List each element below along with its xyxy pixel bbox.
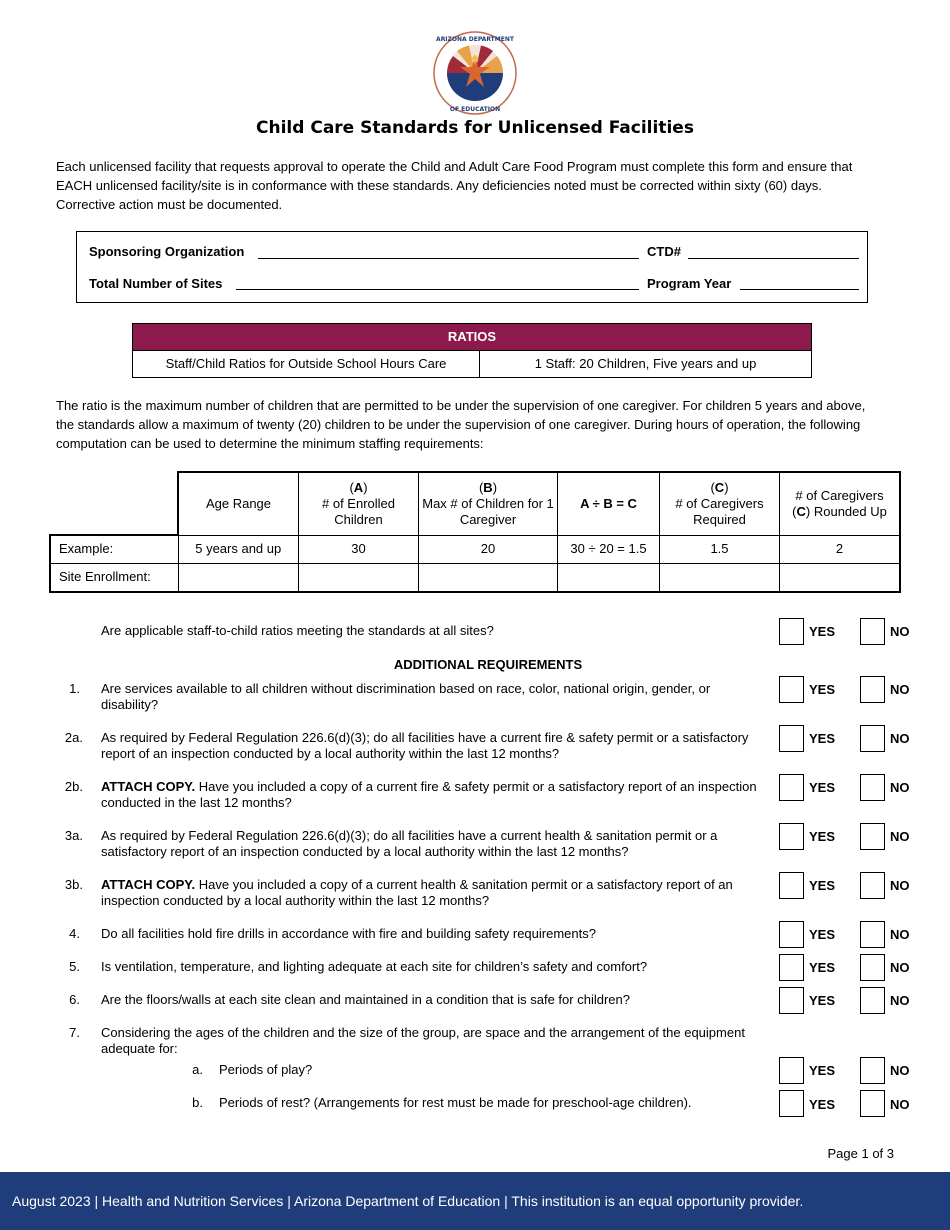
sponsor-info-box <box>76 231 868 303</box>
question-number: 3b. <box>64 877 83 892</box>
ratios-value: 1 Staff: 20 Children, Five years and up <box>534 356 757 371</box>
yes-checkbox[interactable] <box>779 676 804 703</box>
question-7b: Periods of rest? (Arrangements for rest must be made for preschool-age children). <box>219 1095 692 1110</box>
total-sites-field[interactable] <box>236 289 639 290</box>
question-number: b. <box>192 1095 203 1110</box>
question-6: Are the floors/walls at each site clean and maintained in a condition that is safe for children? <box>101 992 630 1007</box>
yes-label: YES <box>809 1097 836 1112</box>
question-number: 2a. <box>64 730 83 745</box>
svg-text:OF EDUCATION: OF EDUCATION <box>449 106 501 113</box>
no-label: NO <box>890 1063 910 1078</box>
page-title: Child Care Standards for Unlicensed Facilities <box>256 118 694 138</box>
program-year-field[interactable] <box>740 289 859 290</box>
yes-label: YES <box>809 731 836 746</box>
ratio-explanation: The ratio is the maximum number of children that are permitted to be under the supervision of one caregiver. For children 5 years and above, the standards allow a maximum of twenty (20) children to be under the supervision of one caregiver. During hours of operation, the following computation can be used to determine the minimum staffing requirements: <box>56 398 866 451</box>
question-number: a. <box>192 1062 203 1077</box>
yes-checkbox[interactable] <box>779 823 804 850</box>
no-label: NO <box>890 960 910 975</box>
question-ratios: Are applicable staff-to-child ratios meeting the standards at all sites? <box>101 623 494 638</box>
site-c-input[interactable] <box>660 563 780 592</box>
sponsoring-org-label: Sponsoring Organization <box>89 244 245 259</box>
no-checkbox[interactable] <box>860 1057 885 1084</box>
yes-label: YES <box>809 682 836 697</box>
yes-label: YES <box>809 960 836 975</box>
no-checkbox[interactable] <box>860 676 885 703</box>
no-checkbox[interactable] <box>860 774 885 801</box>
question-number: 4. <box>69 926 80 941</box>
yes-label: YES <box>809 829 836 844</box>
page-number: Page 1 of 3 <box>827 1146 894 1161</box>
question-4: Do all facilities hold fire drills in accordance with fire and building safety requirements? <box>101 926 596 941</box>
header-formula: A ÷ B = C <box>558 472 660 535</box>
no-label: NO <box>890 731 910 746</box>
header-c: (C) # of Caregivers Required <box>660 472 780 535</box>
no-checkbox[interactable] <box>860 823 885 850</box>
no-label: NO <box>890 878 910 893</box>
yes-checkbox[interactable] <box>779 872 804 899</box>
header-b: (B) Max # of Children for 1 Caregiver <box>419 472 558 535</box>
yes-checkbox[interactable] <box>779 725 804 752</box>
table-row <box>50 535 900 563</box>
question-5: Is ventilation, temperature, and lighting adequate at each site for children’s safety and comfort? <box>101 959 648 974</box>
no-checkbox[interactable] <box>860 1090 885 1117</box>
program-year-label: Program Year <box>647 276 732 291</box>
yes-checkbox[interactable] <box>779 954 804 981</box>
yes-checkbox[interactable] <box>779 618 804 645</box>
site-formula-input[interactable] <box>558 563 660 592</box>
table-row <box>50 563 900 592</box>
question-1: Are services available to all children without discrimination based on race, color, national origin, gender, or disability? <box>101 681 711 712</box>
example-a: 30 <box>299 535 419 563</box>
footer-bar <box>0 1172 950 1230</box>
yes-checkbox[interactable] <box>779 1090 804 1117</box>
yes-label: YES <box>809 927 836 942</box>
question-2a: As required by Federal Regulation 226.6(d)(3); do all facilities have a current fire & safety permit or a satisfactory report of an inspection conducted by a local authority within the last 12 months? <box>101 730 749 761</box>
yes-label: YES <box>809 993 836 1008</box>
question-3b: ATTACH COPY. Have you included a copy of a current health & sanitation permit or a satisfactory report of an inspection conducted by a local authority within the last 12 months? <box>101 877 733 908</box>
question-7: Considering the ages of the children and the size of the group, are space and the arrangement of the equipment adequate for: <box>101 1025 745 1056</box>
site-b-input[interactable] <box>419 563 558 592</box>
ctd-field[interactable] <box>688 258 859 259</box>
site-enrollment-label: Site Enrollment: <box>50 563 178 592</box>
additional-requirements-heading: ADDITIONAL REQUIREMENTS <box>393 657 583 672</box>
footer-text: August 2023 | Health and Nutrition Services | Arizona Department of Education | This institution is an equal opportunity provider. <box>12 1193 804 1209</box>
no-label: NO <box>890 624 910 639</box>
no-checkbox[interactable] <box>860 872 885 899</box>
no-label: NO <box>890 829 910 844</box>
ratios-header: RATIOS <box>133 324 811 350</box>
question-number: 7. <box>69 1025 80 1040</box>
site-age-input[interactable] <box>178 563 299 592</box>
example-rounded: 2 <box>780 535 901 563</box>
yes-label: YES <box>809 780 836 795</box>
ratios-table <box>132 323 812 378</box>
ratios-label: Staff/Child Ratios for Outside School Hours Care <box>133 351 480 377</box>
site-rounded-input[interactable] <box>780 563 901 592</box>
header-age-range: Age Range <box>178 472 299 535</box>
no-checkbox[interactable] <box>860 987 885 1014</box>
question-number: 5. <box>69 959 80 974</box>
no-label: NO <box>890 993 910 1008</box>
yes-checkbox[interactable] <box>779 1057 804 1084</box>
question-3a: As required by Federal Regulation 226.6(d)(3); do all facilities have a current health & sanitation permit or a satisfactory report of an inspection conducted by a local authority within the last 12 months? <box>101 828 718 859</box>
question-number: 3a. <box>64 828 83 843</box>
example-age: 5 years and up <box>178 535 299 563</box>
question-7a: Periods of play? <box>219 1062 313 1077</box>
question-number: 6. <box>69 992 80 1007</box>
intro-paragraph: Each unlicensed facility that requests approval to operate the Child and Adult Care Food Program must complete this form and ensure that EACH unlicensed facility/site is in conformance with these standards. Any deficiencies noted must be corrected within sixty (60) days. Corrective action must be documented. <box>56 159 853 212</box>
example-b: 20 <box>419 535 558 563</box>
total-sites-label: Total Number of Sites <box>89 276 223 291</box>
no-checkbox[interactable] <box>860 954 885 981</box>
example-label: Example: <box>50 535 178 563</box>
staffing-computation-table <box>49 471 901 593</box>
ade-seal-logo <box>433 31 517 115</box>
ctd-label: CTD# <box>647 244 681 259</box>
question-2b: ATTACH COPY. Have you included a copy of a current fire & safety permit or a satisfactory report of an inspection conducted in the last 12 months? <box>101 779 757 810</box>
sponsoring-org-field[interactable] <box>258 258 639 259</box>
yes-label: YES <box>809 878 836 893</box>
no-label: NO <box>890 1097 910 1112</box>
yes-label: YES <box>809 624 836 639</box>
no-label: NO <box>890 780 910 795</box>
yes-label: YES <box>809 1063 836 1078</box>
header-a: (A) # of Enrolled Children <box>299 472 419 535</box>
example-c: 1.5 <box>660 535 780 563</box>
ratios-row <box>133 350 811 377</box>
no-checkbox[interactable] <box>860 725 885 752</box>
example-formula: 30 ÷ 20 = 1.5 <box>558 535 660 563</box>
no-label: NO <box>890 927 910 942</box>
no-label: NO <box>890 682 910 697</box>
header-rounded: # of Caregivers (C) Rounded Up <box>780 472 901 535</box>
question-number: 1. <box>69 681 80 696</box>
yes-checkbox[interactable] <box>779 921 804 948</box>
yes-checkbox[interactable] <box>779 774 804 801</box>
no-checkbox[interactable] <box>860 921 885 948</box>
question-number: 2b. <box>64 779 83 794</box>
site-a-input[interactable] <box>299 563 419 592</box>
svg-text:ARIZONA DEPARTMENT: ARIZONA DEPARTMENT <box>436 36 514 43</box>
yes-checkbox[interactable] <box>779 987 804 1014</box>
no-checkbox[interactable] <box>860 618 885 645</box>
